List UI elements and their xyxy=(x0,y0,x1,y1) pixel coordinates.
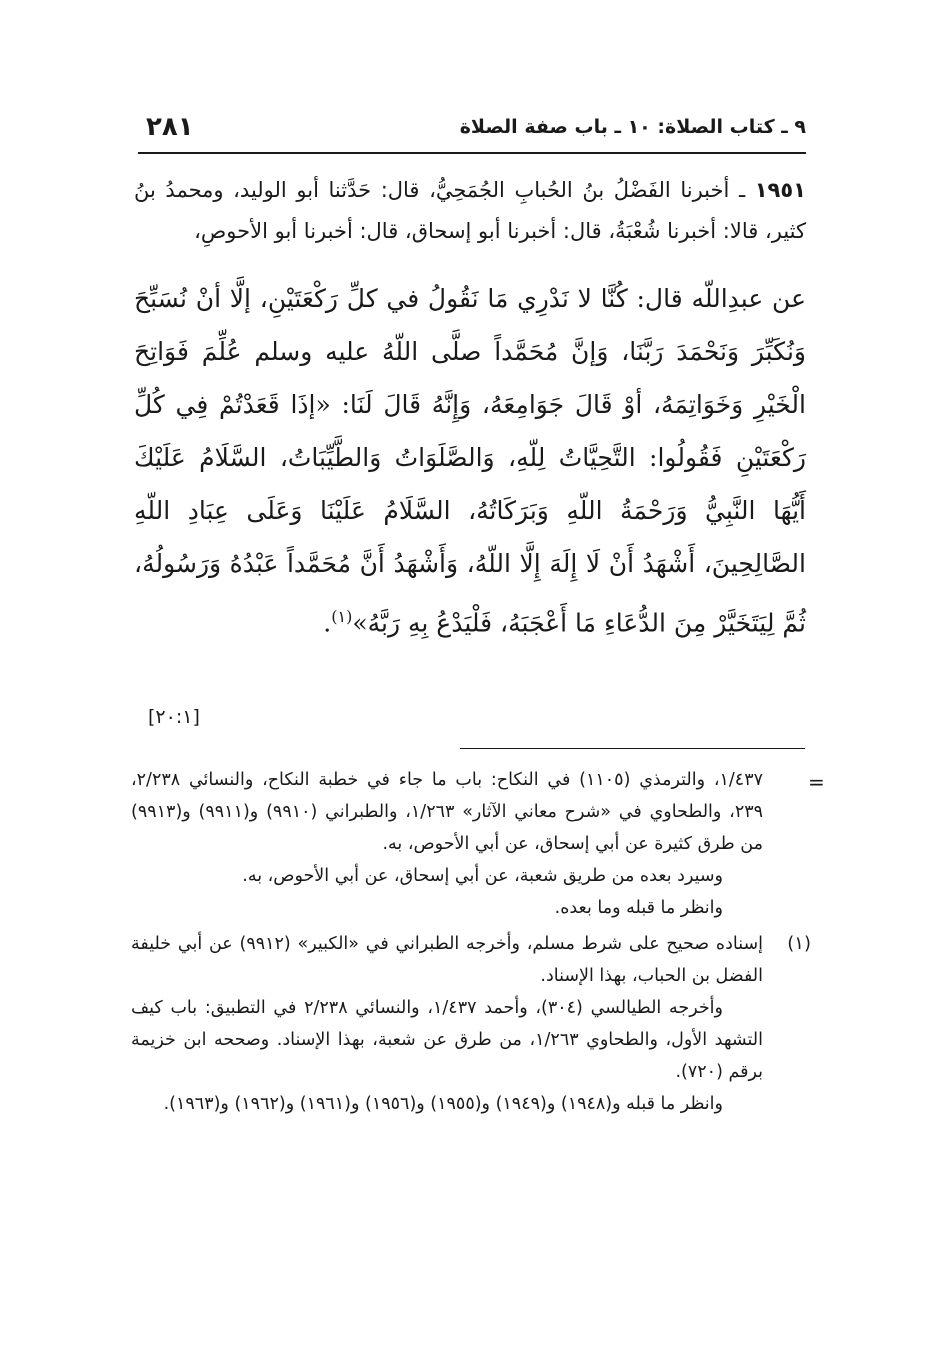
page-number: ٢٨١ xyxy=(146,112,194,142)
page-header xyxy=(138,112,806,148)
continuation-marker: = xyxy=(808,770,825,794)
footnotes xyxy=(131,764,811,1124)
footnote-1 xyxy=(131,928,811,1120)
hadith-number: ١٩٥١ xyxy=(754,178,806,202)
hadith-reference: [٢٠:١] xyxy=(148,706,200,728)
note-paragraph: إسناده صحيح على شرط مسلم، وأخرجه الطبراني في «الكبير» (٩٩١٢) عن أبي خليفة الفضل بن الحباب، بهذا الإسناد. xyxy=(131,934,764,986)
note-paragraph: وأخرجه الطيالسي (٣٠٤)، وأحمد ١/٤٣٧، والنسائي ٢/٢٣٨ في التطبيق: باب كيف التشهد الأول، والطحاوي ١/٢٦٣، من طرق عن شعبة، بهذا الإسناد. وصححه ابن خزيمة برقم (٧٢٠). xyxy=(131,998,763,1082)
isnad-text: ـ أخبرنا الفَضْلُ بنُ الحُبابِ الجُمَحِيُّ، قال: حَدَّثنا أبو الوليد، ومحمدُ بنُ كثير، قالا: أخبرنا شُعْبَةُ، قال: أخبرنا أبو إسحاق، قال: أخبرنا أبو الأحوصِ، xyxy=(134,178,806,243)
note-paragraph: وانظر ما قبله وما بعده. xyxy=(554,898,723,918)
hadith-isnad xyxy=(134,170,806,252)
header-divider xyxy=(138,152,806,154)
hadith-body xyxy=(134,170,806,649)
note-paragraph: وانظر ما قبله و(١٩٤٨) و(١٩٤٩) و(١٩٥٥) و(١٩٥٦) و(١٩٦١) و(١٩٦٢) و(١٩٦٣). xyxy=(163,1094,723,1114)
hadith-matn xyxy=(134,272,806,649)
running-title: ٩ ـ كتاب الصلاة: ١٠ ـ باب صفة الصلاة xyxy=(459,116,806,138)
note-paragraph: ١/٤٣٧، والترمذي (١١٠٥) في النكاح: باب ما جاء في خطبة النكاح، والنسائي ٢/٢٣٨، ٢٣٩، والطحاوي في «شرح معاني الآثار» ١/٢٦٣، والطبراني (٩٩١٠) و(٩٩١١) و(٩٩١٣) من طرق كثيرة عن أبي إسحاق، عن أبي الأحوص، به. xyxy=(131,770,764,854)
matn-text: عن عبدِاللّه قال: كُنَّا لا نَدْرِي مَا نَقُولُ في كلِّ رَكْعَتَيْنِ، إلَّا أنْ نُسَبِّحَ وَنُكَبِّرَ وَنَحْمَدَ رَبَّنَا، وَإنَّ مُحَمَّداً صلَّى اللّهُ عليه وسلم عُلِّمَ فَوَاتِحَ الْخَيْرِ وَخَوَاتِمَهُ، أوْ قَالَ جَوَامِعَهُ، وَإِنَّهُ قَالَ لَنَا: «إذَا قَعَدْتُمْ فِي كُلِّ رَكْعَتَيْنِ فَقُولُوا: التَّحِيَّاتُ لِلّهِ، وَالصَّلَوَاتُ وَالطَّيِّبَاتُ، السَّلَامُ عَلَيْكَ أَيُّهَا النَّبِيُّ وَرَحْمَةُ اللّهِ وَبَرَكَاتُهُ، السَّلَامُ عَلَيْنَا وَعَلَى عِبَادِ اللّهِ الصَّالِحِينَ، أَشْهَدُ أَنْ لَا إِلَهَ إِلَّا اللّهُ، وَأَشْهَدُ أَنَّ مُحَمَّداً عَبْدُهُ وَرَسُولُهُ، ثُمَّ لِيَتَخَيَّرْ مِنَ الدُّعَاءِ مَا أَعْجَبَهُ، فَلْيَدْعُ بِهِ رَبَّهُ» xyxy=(134,284,806,638)
note-paragraph: وسيرد بعده من طريق شعبة، عن أبي إسحاق، عن أبي الأحوص، به. xyxy=(242,866,723,886)
footnote-marker: (١) xyxy=(787,933,811,954)
footnote-reference: (١) xyxy=(331,607,353,626)
matn-end-mark: . xyxy=(323,608,332,638)
continued-note xyxy=(131,764,811,924)
footnote-divider xyxy=(460,748,805,749)
